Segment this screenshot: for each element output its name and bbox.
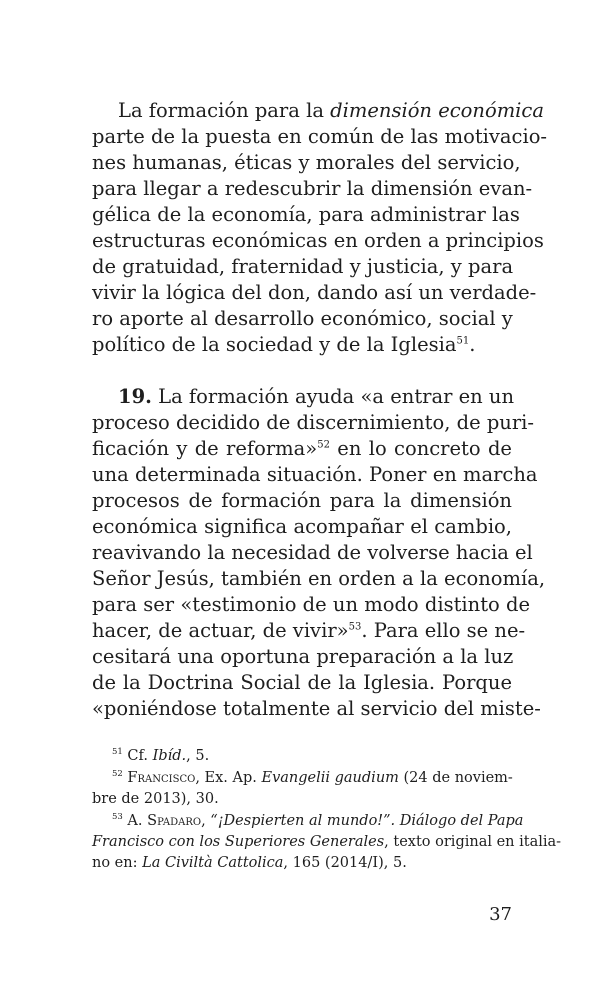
text-line: gélica de la economía, para administrar las xyxy=(92,203,520,226)
text-line: «poniéndose totalmente al servicio del miste- xyxy=(92,697,541,720)
footnote-ref: 52 xyxy=(317,439,330,451)
text-line: estructuras económicas en orden a principios xyxy=(92,229,544,252)
text-line: La formación para la dimensión económica xyxy=(118,99,544,122)
text-line: proceso decidido de discernimiento, de puri- xyxy=(92,411,535,434)
text-line: hacer, de actuar, de vivir»$^{53}$. Para ello se ne- xyxy=(92,619,526,642)
footnote-53-cont: no en: La Civiltà Cattolica, 165 (2014/I), 5. xyxy=(92,855,407,871)
footnote-53-cont: Francisco con los Superiores Generales, texto original en italia- xyxy=(92,834,562,850)
footnote-53: $^{53}$ A. Spadaro, “¡Despierten al mundo!”. Diálogo del Papa xyxy=(112,812,524,829)
footnote-52: $^{52}$ Francisco, Ex. Ap. Evangelii gaudium (24 de noviem- xyxy=(112,769,513,786)
text-line: ficación y de reforma»$^{52}$ en lo concreto de xyxy=(92,437,512,460)
text-line: 19. La formación ayuda «a entrar en un xyxy=(118,385,515,408)
paragraph-number: 19. xyxy=(118,385,152,408)
text-line: vivir la lógica del don, dando así un verdade- xyxy=(92,281,537,304)
text-line: para ser «testimonio de un modo distinto de xyxy=(92,593,531,616)
footnote-ref: 51 xyxy=(456,335,470,347)
text-line: de gratuidad, fraternidad y justicia, y para xyxy=(92,255,514,278)
footnote-ref: 53 xyxy=(348,621,362,633)
text-line: una determinada situación. Poner en marcha xyxy=(92,463,538,486)
text-line: político de la sociedad y de la Iglesia$^{51}$. xyxy=(92,333,476,356)
text-line: de la Doctrina Social de la Iglesia. Porque xyxy=(92,671,512,694)
text-line: cesitará una oportuna preparación a la luz xyxy=(92,645,514,668)
text-line: procesos de formación para la dimensión xyxy=(92,489,512,512)
text-line: parte de la puesta en común de las motivacio- xyxy=(92,125,548,148)
text-line: para llegar a redescubrir la dimensión evan- xyxy=(92,177,533,200)
text-line: ro aporte al desarrollo económico, social y xyxy=(92,307,513,330)
text-line: Señor Jesús, también en orden a la economía, xyxy=(92,567,546,590)
footnote-51: $^{51}$ Cf. Ibíd., 5. xyxy=(112,747,210,764)
text-line: reavivando la necesidad de volverse hacia el xyxy=(92,541,533,564)
text-line: económica significa acompañar el cambio, xyxy=(92,515,512,538)
text-line: nes humanas, éticas y morales del servicio, xyxy=(92,151,521,174)
page-number: 37 xyxy=(489,904,512,925)
footnote-52-cont: bre de 2013), 30. xyxy=(92,791,219,807)
